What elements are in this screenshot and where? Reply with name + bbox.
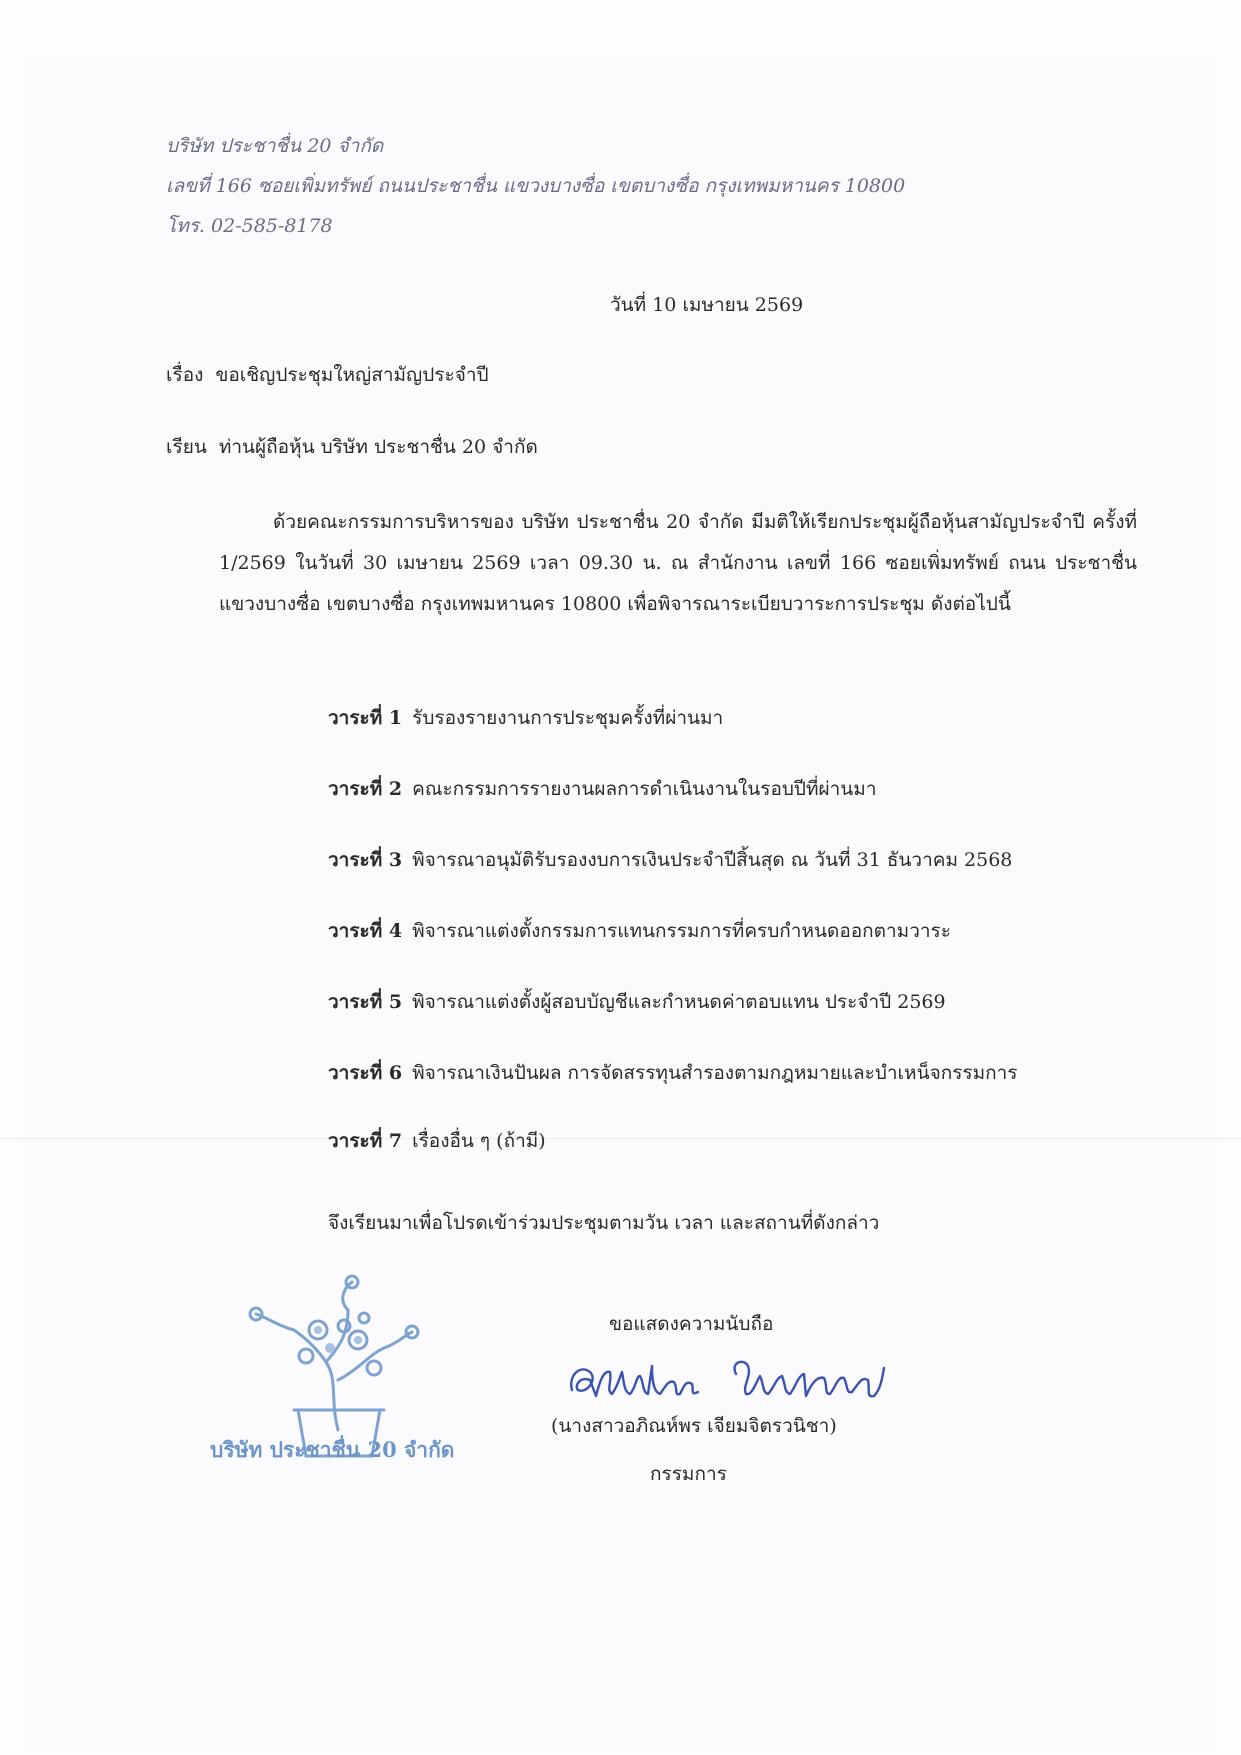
recipient-label: เรียน bbox=[166, 436, 207, 458]
agenda-item bbox=[328, 987, 946, 1017]
agenda-text: คณะกรรมการรายงานผลการดำเนินงานในรอบปีที่ผ่านมา bbox=[412, 778, 877, 800]
agenda-text: เรื่องอื่น ๆ (ถ้ามี) bbox=[412, 1130, 546, 1152]
agenda-text: พิจารณาแต่งตั้งกรรมการแทนกรรมการที่ครบกำหนดออกตามวาระ bbox=[412, 920, 951, 942]
agenda-item bbox=[328, 845, 1012, 875]
agenda-item bbox=[328, 703, 723, 733]
agenda-item bbox=[328, 1126, 546, 1156]
recipient-text: ท่านผู้ถือหุ้น บริษัท ประชาชื่น 20 จำกัด bbox=[218, 436, 538, 458]
body-text: ด้วยคณะกรรมการบริหารของ บริษัท ประชาชื่น 20 จำกัด มีมติให้เรียกประชุมผู้ถือหุ้นสามัญประจำปี ครั้งที่ 1/2569 ในวันที่ 30 เมษายน 2569 เวลา 09.30 น. ณ สำนักงาน เลขที่ 166 ซอยเพิ่มทรัพย์ ถนน ประชาชื่น แขวงบางซื่อ เขตบางซื่อ กรุงเทพมหานคร 10800 เพื่อพิจารณาระเบียบวาระการประชุม ดังต่อไปนี้ bbox=[219, 511, 1137, 615]
agenda-text: รับรองรายงานการประชุมครั้งที่ผ่านมา bbox=[412, 707, 724, 729]
regards-line: ขอแสดงความนับถือ bbox=[609, 1313, 774, 1335]
signer-position: กรรมการ bbox=[650, 1463, 727, 1485]
letter-date: วันที่ 10 เมษายน 2569 bbox=[610, 294, 804, 316]
closing-line: จึงเรียนมาเพื่อโปรดเข้าร่วมประชุมตามวัน เวลา และสถานที่ดังกล่าว bbox=[328, 1212, 880, 1234]
agenda-text: พิจารณาแต่งตั้งผู้สอบบัญชีและกำหนดค่าตอบแทน ประจำปี 2569 bbox=[412, 991, 946, 1013]
agenda-text: พิจารณาอนุมัติรับรองงบการเงินประจำปีสิ้นสุด ณ วันที่ 31 ธันวาคม 2568 bbox=[412, 849, 1013, 871]
company-phone: โทร. 02-585-8178 bbox=[166, 215, 333, 237]
subject-text: ขอเชิญประชุมใหญ่สามัญประจำปี bbox=[215, 364, 489, 386]
paper-fold-line bbox=[0, 1138, 1241, 1139]
company-address: เลขที่ 166 ซอยเพิ่มทรัพย์ ถนนประชาชื่น แขวงบางซื่อ เขตบางซื่อ กรุงเทพมหานคร 10800 bbox=[166, 175, 906, 197]
company-stamp-text: บริษัท ประชาชื่น 20 จำกัด bbox=[210, 1437, 455, 1462]
handwritten-signature bbox=[566, 1346, 896, 1406]
subject-line bbox=[166, 360, 489, 390]
agenda-number: วาระที่ 3 bbox=[328, 849, 403, 871]
agenda-number: วาระที่ 6 bbox=[328, 1062, 403, 1084]
signer-name: (นางสาวอภิณห์พร เจียมจิตรวนิชา) bbox=[551, 1415, 837, 1437]
body-paragraph bbox=[219, 502, 1137, 625]
agenda-item bbox=[328, 916, 951, 946]
subject-label: เรื่อง bbox=[166, 364, 204, 386]
agenda-item bbox=[328, 774, 877, 804]
recipient-line bbox=[166, 432, 538, 462]
agenda-number: วาระที่ 2 bbox=[328, 778, 403, 800]
agenda-text: พิจารณาเงินปันผล การจัดสรรทุนสำรองตามกฎหมายและบำเหน็จกรรมการ bbox=[412, 1062, 1018, 1084]
agenda-number: วาระที่ 5 bbox=[328, 991, 403, 1013]
agenda-item bbox=[328, 1058, 1018, 1088]
letterhead bbox=[166, 126, 905, 246]
company-name: บริษัท ประชาชื่น 20 จำกัด bbox=[166, 135, 384, 157]
agenda-number: วาระที่ 7 bbox=[328, 1130, 403, 1152]
agenda-number: วาระที่ 4 bbox=[328, 920, 403, 942]
agenda-number: วาระที่ 1 bbox=[328, 707, 403, 729]
